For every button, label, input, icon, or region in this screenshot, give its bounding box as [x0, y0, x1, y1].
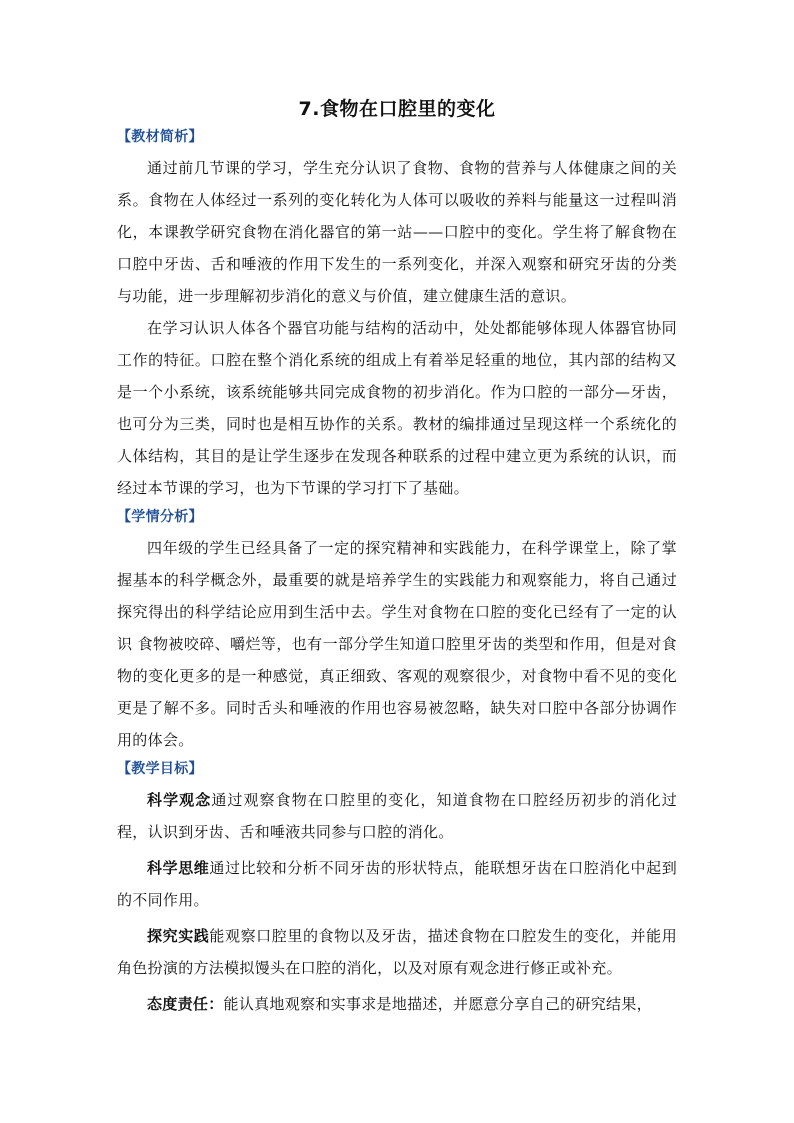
goal-text: 通过观察食物在口腔里的变化，知道食物在口腔经历初步的消化过程，认识到牙齿、舌和唾液共同参与口腔的消化。	[117, 791, 678, 841]
goal-text: 通过比较和分析不同牙齿的形状特点，能联想牙齿在口腔消化中起到的不同作用。	[117, 859, 677, 909]
paragraph: 通过前几节课的学习，学生充分认识了食物、食物的营养与人体健康之间的关系。食物在人体经过一系列的变化转化为人体可以吸收的养料与能量这一过程叫消化，本课教学研究食物在消化器官的第一站——口腔中的变化。学生将了解食物在口腔中牙齿、舌和唾液的作用下发生的一系列变化，并深入观察和研究牙齿的分类与功能，进一步理解初步消化的意义与价值，建立健康生活的意识。	[117, 159, 677, 305]
goal-item	[117, 988, 677, 1020]
goal-label: 科学观念	[147, 791, 212, 809]
section-textbook-analysis	[117, 126, 677, 504]
document-title: 7.食物在口腔里的变化	[298, 98, 496, 120]
section-heading: 【教学目标】	[117, 761, 203, 777]
paragraph: 四年级的学生已经具备了一定的探究精神和实践能力，在科学课堂上，除了掌握基本的科学概念外，最重要的就是培养学生的实践能力和观察能力，将自己通过探究得出的科学结论应用到生活中去。学生对食物在口腔的变化已经有了一定的认识 食物被咬碎、嚼烂等，也有一部分学生知道口腔里牙齿的类型和作用，但是对食物的变化更多的是一种感觉，真正细致、客观的观察很少，对食物中看不见的变化更是了解不多。同时舌头和唾液的作用也容易被忽略，缺失对口腔中各部分协调作用的体会。	[117, 539, 677, 749]
goal-text: 能观察口腔里的食物以及牙齿，描述食物在口腔发生的变化，并能用角色扮演的方法模拟馒头在口腔的消化，以及对原有观念进行修正或补充。	[117, 927, 677, 977]
section-teaching-goals	[117, 758, 677, 1020]
goal-item	[117, 920, 677, 984]
goal-label: 科学思维	[147, 859, 210, 877]
goal-item	[117, 852, 677, 916]
goal-text: 能认真地观察和实事求是地描述，并愿意分享自己的研究结果，	[223, 995, 652, 1013]
goal-label: 态度责任：	[147, 995, 224, 1013]
document-page	[117, 88, 677, 1024]
section-heading: 【学情分析】	[117, 509, 203, 525]
goal-label: 探究实践	[147, 927, 210, 945]
paragraph: 在学习认识人体各个器官功能与结构的活动中，处处都能够体现人体器官协同工作的特征。口腔在整个消化系统的组成上有着举足轻重的地位，其内部的结构又是一个小系统，该系统能够共同完成食物的初步消化。作为口腔的一部分—牙齿，也可分为三类，同时也是相互协作的关系。教材的编排通过呈现这样一个系统化的人体结构，其目的是让学生逐步在发现各种联系的过程中建立更为系统的认识，而经过本节课的学习，也为下节课的学习打下了基础。	[117, 319, 677, 497]
section-heading: 【教材简析】	[117, 129, 203, 145]
goal-item	[117, 784, 677, 848]
section-student-analysis	[117, 506, 677, 756]
